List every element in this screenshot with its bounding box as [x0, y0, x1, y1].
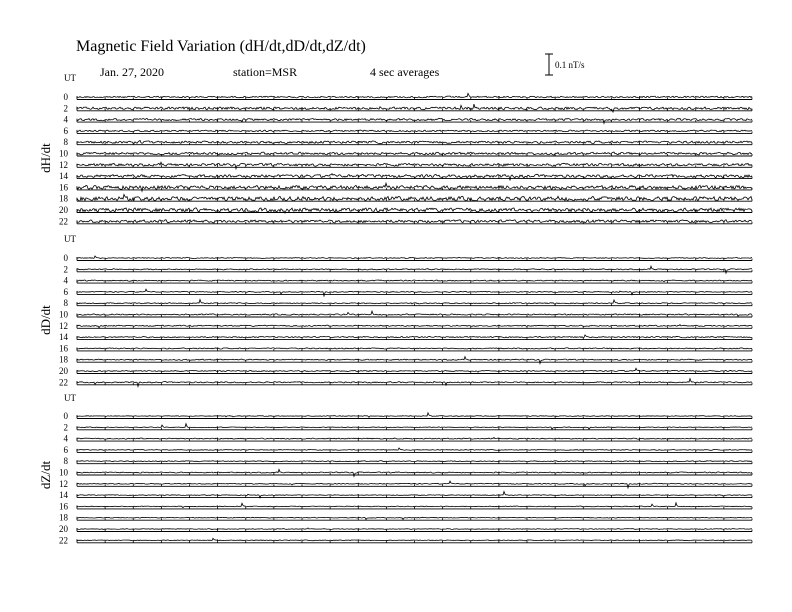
hour-label: 20 [59, 205, 68, 215]
hour-label: 6 [63, 286, 68, 297]
hour-label: 4 [63, 275, 68, 286]
hour-label: 16 [59, 182, 68, 193]
hour-label: 12 [59, 320, 68, 331]
hour-label: 8 [63, 298, 68, 309]
chart-title: Magnetic Field Variation (dH/dt,dD/dt,dZ/dt) [76, 38, 366, 55]
hour-label: 22 [59, 377, 68, 388]
hour-label: 12 [59, 159, 68, 170]
hour-label: 14 [59, 332, 68, 343]
hour-label: 10 [59, 467, 68, 478]
hour-label: 10 [59, 309, 68, 320]
ut-axis-label: UT [64, 234, 76, 244]
panel-ylabel: dH/dt [38, 143, 53, 173]
hour-label: 20 [59, 366, 68, 376]
panel-ylabel: dD/dt [38, 305, 53, 335]
hour-label: 2 [63, 264, 68, 275]
hour-label: 10 [59, 148, 68, 159]
averaging-label: 4 sec averages [370, 65, 440, 79]
hour-label: 6 [63, 125, 68, 136]
hour-label: 4 [63, 114, 68, 125]
hour-label: 0 [63, 92, 68, 102]
hour-label: 4 [63, 433, 68, 444]
station-label: station=MSR [233, 65, 298, 79]
hour-label: 20 [59, 524, 68, 534]
hour-label: 18 [59, 193, 68, 204]
ut-axis-label: UT [64, 393, 76, 403]
hour-label: 8 [63, 456, 68, 467]
hour-label: 0 [63, 253, 68, 263]
hour-label: 12 [59, 478, 68, 489]
hour-label: 2 [63, 422, 68, 433]
scale-bar-label: 0.1 nT/s [555, 60, 585, 70]
ut-axis-label: UT [64, 73, 76, 83]
hour-label: 14 [59, 171, 68, 182]
panel-ylabel: dZ/dt [38, 460, 53, 490]
hour-label: 18 [59, 512, 68, 523]
hour-label: 8 [63, 137, 68, 148]
hour-label: 16 [59, 343, 68, 354]
hour-label: 6 [63, 444, 68, 455]
hour-label: 18 [59, 354, 68, 365]
hour-label: 14 [59, 490, 68, 501]
hour-label: 0 [63, 411, 68, 421]
hour-label: 22 [59, 216, 68, 227]
hour-label: 2 [63, 103, 68, 114]
date-label: Jan. 27, 2020 [100, 65, 164, 79]
hour-label: 22 [59, 535, 68, 546]
hour-label: 16 [59, 501, 68, 512]
